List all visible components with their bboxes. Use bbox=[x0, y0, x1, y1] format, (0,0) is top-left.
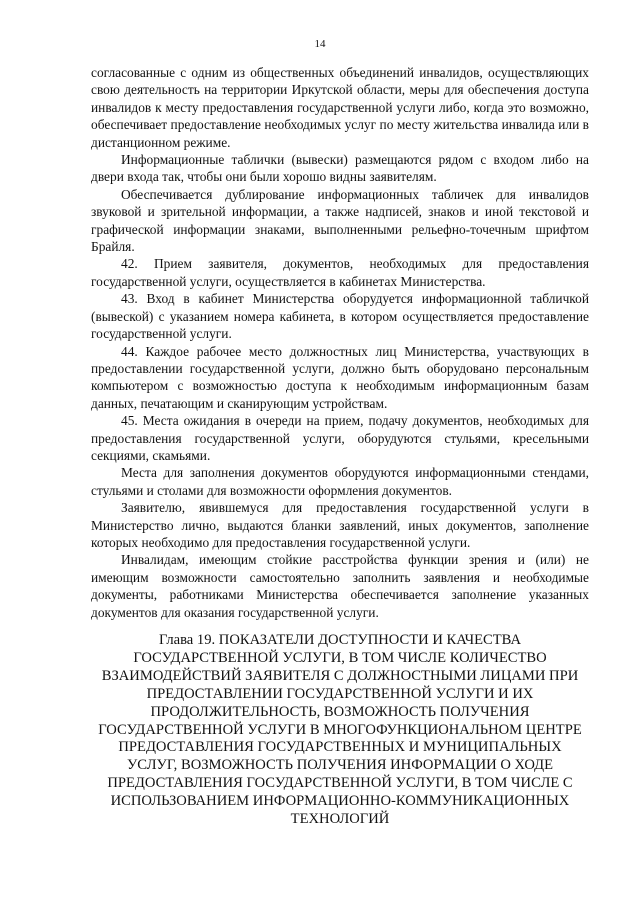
paragraph-filling-places: Места для заполнения документов оборудуются информационными стендами, стульями и столами для возможности оформления документов. bbox=[91, 465, 589, 498]
paragraph-continuation: согласованные с одним из общественных объединений инвалидов, осуществляющих свою деятельность на территории Иркутской области, меры для обеспечения доступа инвалидов к месту предоставления государственной услуги либо, когда это возможно, обеспечивает предоставление необходимых услуг по месту жительства инвалида или в дистанционном режиме. bbox=[91, 65, 589, 150]
chapter-heading-line: ВЗАИМОДЕЙСТВИЙ ЗАЯВИТЕЛЯ С ДОЛЖНОСТНЫМИ ЛИЦАМИ ПРИ bbox=[101, 667, 579, 684]
chapter-heading bbox=[91, 632, 589, 829]
paragraph-44: 44. Каждое рабочее место должностных лиц Министерства, участвующих в предоставлении государственной услуги, должно быть оборудовано персональным компьютером с возможностью доступа к необходимым информационным базам данных, печатающим и сканирующим устройствам. bbox=[91, 343, 589, 411]
chapter-heading-line: ИСПОЛЬЗОВАНИЕМ ИНФОРМАЦИОННО-КОММУНИКАЦИОННЫХ bbox=[110, 793, 570, 810]
paragraph-42: 42. Прием заявителя, документов, необходимых для предоставления государственной услуги, осуществляется в кабинетах Министерства. bbox=[91, 256, 589, 289]
body-text bbox=[91, 64, 589, 621]
paragraph-braille: Обеспечивается дублирование информационных табличек для инвалидов звуковой и зрительной информации, а также надписей, знаков и иной текстовой и графической информации знаками, выполненными рельефно-точечным шрифтом Брайля. bbox=[91, 186, 589, 255]
chapter-heading-line: УСЛУГ, ВОЗМОЖНОСТЬ ПОЛУЧЕНИЯ ИНФОРМАЦИИ О ХОДЕ bbox=[126, 757, 554, 774]
chapter-heading-line: ПРОДОЛЖИТЕЛЬНОСТЬ, ВОЗМОЖНОСТЬ ПОЛУЧЕНИЯ bbox=[150, 703, 530, 720]
chapter-heading-line: ТЕХНОЛОГИЙ bbox=[290, 811, 390, 828]
chapter-heading-line: ГОСУДАРСТВЕННОЙ УСЛУГИ В МНОГОФУНКЦИОНАЛЬНОМ ЦЕНТРЕ bbox=[98, 721, 582, 738]
chapter-heading-line: ПРЕДОСТАВЛЕНИЯ ГОСУДАРСТВЕННЫХ И МУНИЦИПАЛЬНЫХ bbox=[118, 739, 562, 756]
paragraph-signage: Информационные таблички (вывески) размещаются рядом с входом либо на двери входа так, чтобы они были хорошо видны заявителям. bbox=[91, 152, 589, 185]
paragraph-forms: Заявителю, явившемуся для предоставления государственной услуги в Министерство лично, выдаются бланки заявлений, иных документов, заполнение которых необходимо для предоставления государственной услуги. bbox=[91, 500, 589, 550]
paragraph-43: 43. Вход в кабинет Министерства оборудуется информационной табличкой (вывеской) с указанием номера кабинета, в котором осуществляется предоставление государственной услуги. bbox=[91, 291, 589, 342]
chapter-heading-line: Глава 19. ПОКАЗАТЕЛИ ДОСТУПНОСТИ И КАЧЕСТВА bbox=[158, 632, 522, 648]
paragraph-disabled-assistance: Инвалидам, имеющим стойкие расстройства функции зрения и (или) не имеющим возможности самостоятельно заполнить заявления и необходимые документы, работниками Министерства обеспечивается заполнение указанных документов для оказания государственной услуги. bbox=[91, 552, 589, 620]
chapter-heading-line: ГОСУДАРСТВЕННОЙ УСЛУГИ, В ТОМ ЧИСЛЕ КОЛИЧЕСТВО bbox=[133, 649, 547, 666]
paragraph-45: 45. Места ожидания в очереди на прием, подачу документов, необходимых для предоставления государственной услуги, оборудуются стульями, кресельными секциями, скамьями. bbox=[91, 413, 589, 463]
chapter-heading-line: ПРЕДОСТАВЛЕНИЯ ГОСУДАРСТВЕННОЙ УСЛУГИ, В ТОМ ЧИСЛЕ С bbox=[107, 775, 573, 792]
page-number: 14 bbox=[314, 38, 326, 50]
chapter-heading-line: ПРЕДОСТАВЛЕНИИ ГОСУДАРСТВЕННОЙ УСЛУГИ И ИХ bbox=[146, 685, 534, 702]
